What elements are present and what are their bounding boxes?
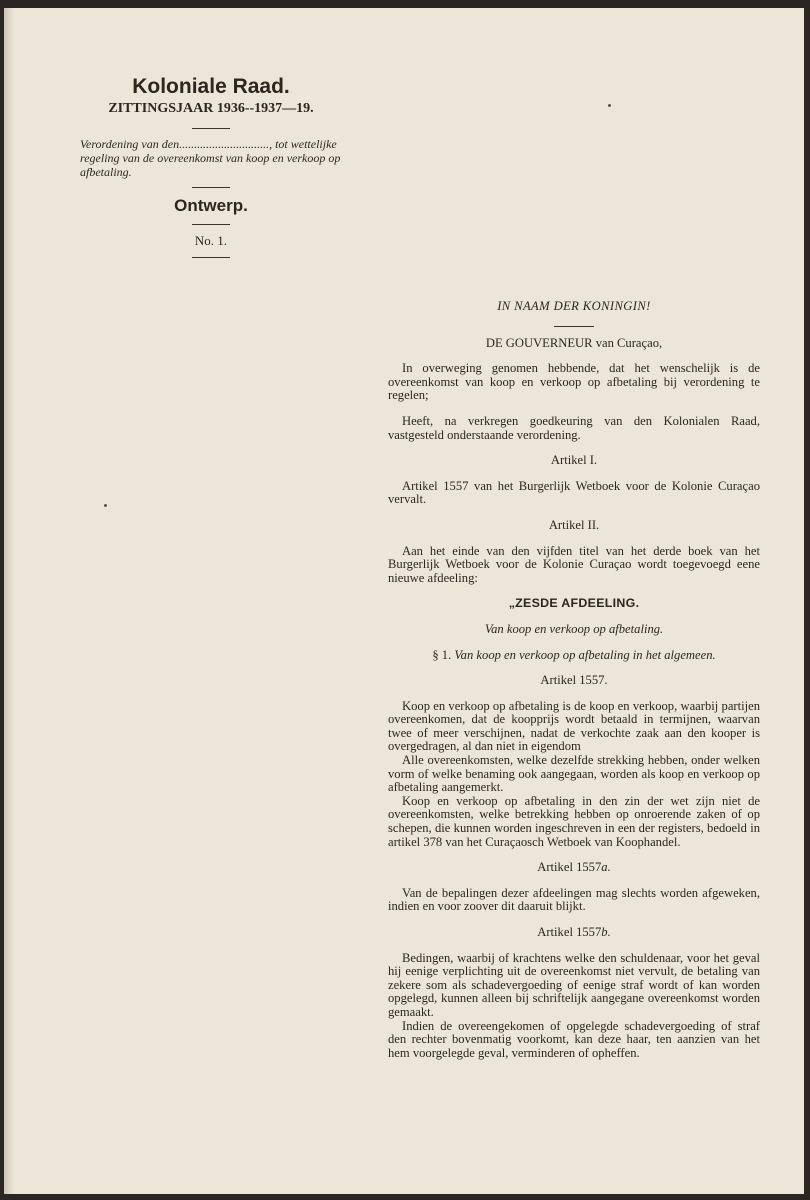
article-heading-number: Artikel 1557: [537, 925, 602, 939]
paragraph-title-text: Van koop en verkoop op afbetaling in het algemeen.: [454, 647, 716, 662]
divider: [192, 187, 230, 188]
preamble: In overweging genomen hebbende, dat het wenschelijk is de overeenkomst van koop en verkoop op afbetaling bij verordening te regelen;: [388, 361, 760, 403]
article-text: Aan het einde van den vijfden titel van het derde boek van het Burgerlijk Wetboek voor de Kolonie Curaçao wordt toegevoegd eene nieuwe afdeeling:: [388, 543, 760, 585]
invocation: IN NAAM DER KONINGIN!: [497, 299, 651, 313]
council-title: Koloniale Raad.: [132, 75, 290, 98]
enactment-clause: Heeft, na verkregen goedkeuring van den Kolonialen Raad, vastgesteld onderstaande verordening.: [388, 413, 760, 442]
article-heading: [388, 926, 760, 940]
article-heading-suffix: a.: [601, 860, 611, 875]
article-heading: Artikel II.: [548, 517, 600, 532]
speck: [104, 504, 107, 507]
article-text: Artikel 1557 van het Burgerlijk Wetboek voor de Kolonie Curaçao vervalt.: [388, 478, 760, 507]
governor-line: DE GOUVERNEUR van Curaçao,: [485, 335, 663, 350]
article-paragraph: Bedingen, waarbij of krachtens welke den schuldenaar, voor het geval hij eenige verplichting uit de overeenkomst niet vervult, de betaling van zekere som als schadevergoeding of eenige straf wordt of kan worden opgelegd, kunnen alleen bij schriftelijk aangegane overeenkomst worden gemaakt.: [388, 950, 760, 1019]
section-subtitle: Van koop en verkoop op afbetaling.: [484, 621, 664, 636]
article-paragraph: Koop en verkoop op afbetaling is de koop en verkoop, waarbij partijen overeenkomen, dat de koopprijs wordt betaald in termijnen, waarvan twee of meer verschijnen, nadat de verkochte zaak aan den kooper is overgedragen, al dan niet in eigendom: [388, 698, 760, 754]
document-number: No. 1.: [194, 233, 228, 248]
divider: [192, 257, 230, 258]
divider: [192, 224, 230, 225]
article-heading: Artikel I.: [550, 453, 598, 468]
article-paragraph: Van de bepalingen dezer afdeelingen mag slechts worden afgeweken, indien en voor zoover dit daaruit blijkt.: [388, 885, 760, 914]
header-column: [78, 74, 344, 266]
divider: [192, 128, 230, 129]
page-fold-shadow: [4, 8, 14, 1194]
section-title: „ZESDE AFDEELING.: [508, 596, 640, 611]
draft-label: Ontwerp.: [174, 196, 248, 215]
ordinance-body: [388, 300, 760, 1060]
paragraph-number: § 1.: [432, 647, 452, 662]
article-heading: Artikel 1557.: [540, 673, 608, 688]
article-heading: [388, 861, 760, 875]
article-paragraph: Alle overeenkomsten, welke dezelfde strekking hebben, onder welken vorm of welke benaming ook aangegaan, worden als koop en verkoop op afbetaling aangemerkt.: [388, 753, 760, 795]
divider: [554, 326, 594, 327]
article-heading-suffix: b.: [601, 925, 611, 939]
article-paragraph: Indien de overeengekomen of opgelegde schadevergoeding of straf den rechter bovenmatig voorkomt, kan deze haar, ten aanzien van het hem voorgelegde geval, verminderen of opheffen.: [388, 1018, 760, 1060]
article-heading-number: Artikel 1557: [537, 860, 602, 875]
paragraph-title: [388, 649, 760, 663]
document-page: [4, 8, 804, 1194]
article-paragraph: Koop en verkoop op afbetaling in den zin der wet zijn niet de overeenkomsten, welke betrekking hebben op onroerende zaken of op schepen, die kunnen worden ingeschreven in een der registers, bedoeld in artikel 378 van het Curaçaosch Wetboek van Koophandel.: [388, 793, 760, 849]
speck: [608, 104, 611, 107]
ordinance-title: Verordening van den.............................., tot wettelijke regeling van de overeenkomst van koop en verkoop op afbetaling.: [80, 137, 341, 179]
session-year: ZITTINGSJAAR 1936--1937—19.: [108, 101, 314, 116]
